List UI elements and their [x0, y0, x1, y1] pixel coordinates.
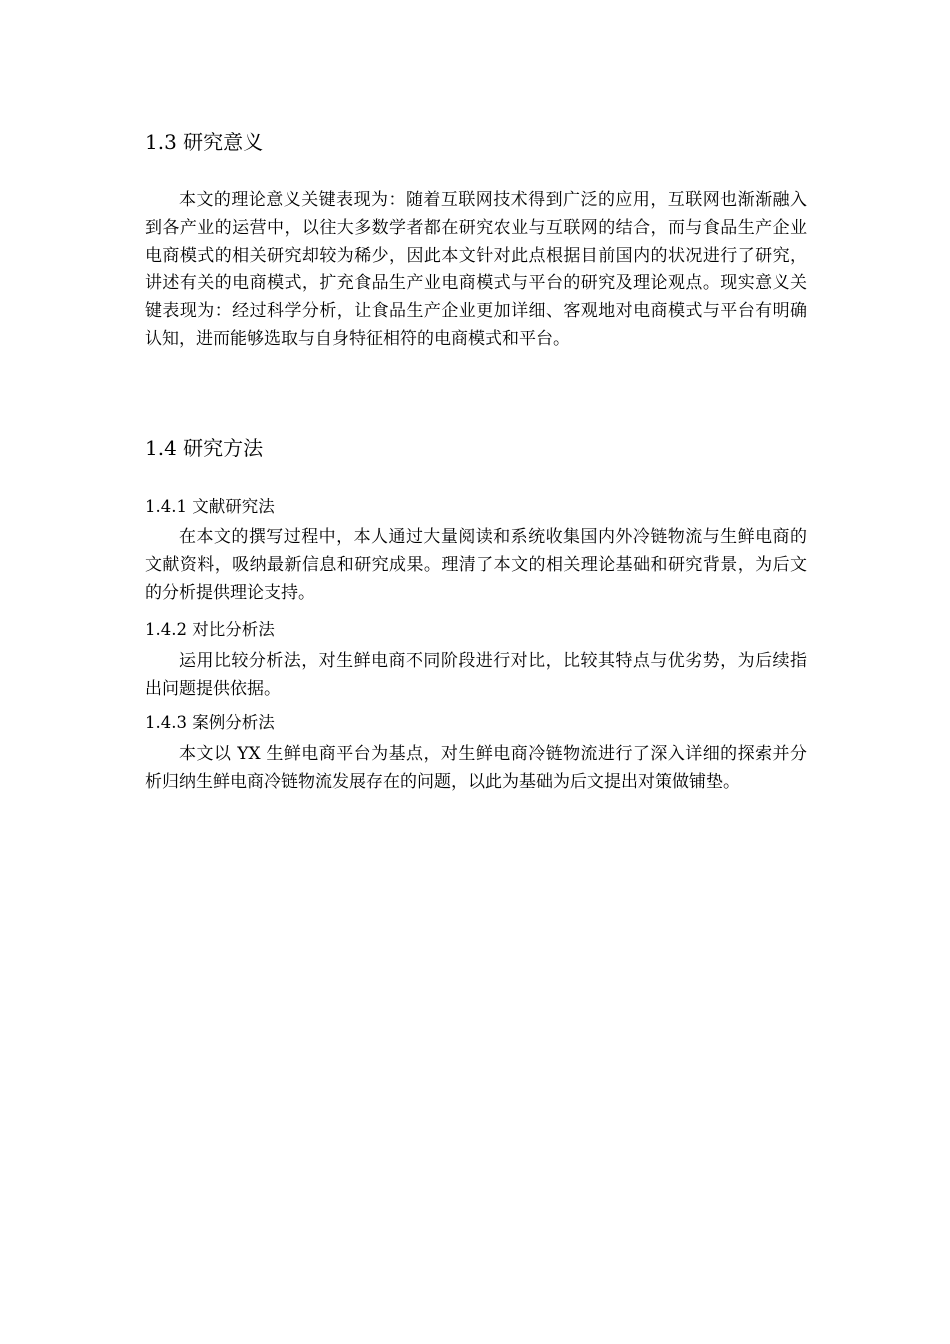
section-heading-1-3: 1.3 研究意义 — [145, 130, 264, 154]
subsection-heading-1-4-2: 1.4.2 对比分析法 — [145, 620, 275, 639]
section-paragraph-1-3: 本文的理论意义关键表现为：随着互联网技术得到广泛的应用，互联网也渐渐融入到各产业的运营中，以往大多数学者都在研究农业与互联网的结合，而与食品生产企业电商模式的相关研究却较为稀少，因此本文针对此点根据目前国内的状况进行了研究，讲述有关的电商模式，扩充食品生产业电商模式与平台的研究及理论观点。现实意义关键表现为：经过科学分析，让食品生产企业更加详细、客观地对电商模式与平台有明确认知，进而能够选取与自身特征相符的电商模式和平台。 — [145, 190, 807, 349]
section-heading-1-4: 1.4 研究方法 — [145, 436, 264, 460]
subsection-heading-1-4-1: 1.4.1 文献研究法 — [145, 497, 275, 516]
subsection-paragraph-1-4-1: 在本文的撰写过程中，本人通过大量阅读和系统收集国内外冷链物流与生鲜电商的文献资料，吸纳最新信息和研究成果。理清了本文的相关理论基础和研究背景，为后文的分析提供理论支持。 — [145, 527, 807, 603]
subsection-paragraph-1-4-2: 运用比较分析法，对生鲜电商不同阶段进行对比，比较其特点与优劣势，为后续指出问题提供依据。 — [145, 651, 807, 699]
subsection-paragraph-1-4-3: 本文以 YX 生鲜电商平台为基点，对生鲜电商冷链物流进行了深入详细的探索并分析归纳生鲜电商冷链物流发展存在的问题，以此为基础为后文提出对策做铺垫。 — [145, 744, 807, 792]
subsection-heading-1-4-3: 1.4.3 案例分析法 — [145, 713, 275, 732]
